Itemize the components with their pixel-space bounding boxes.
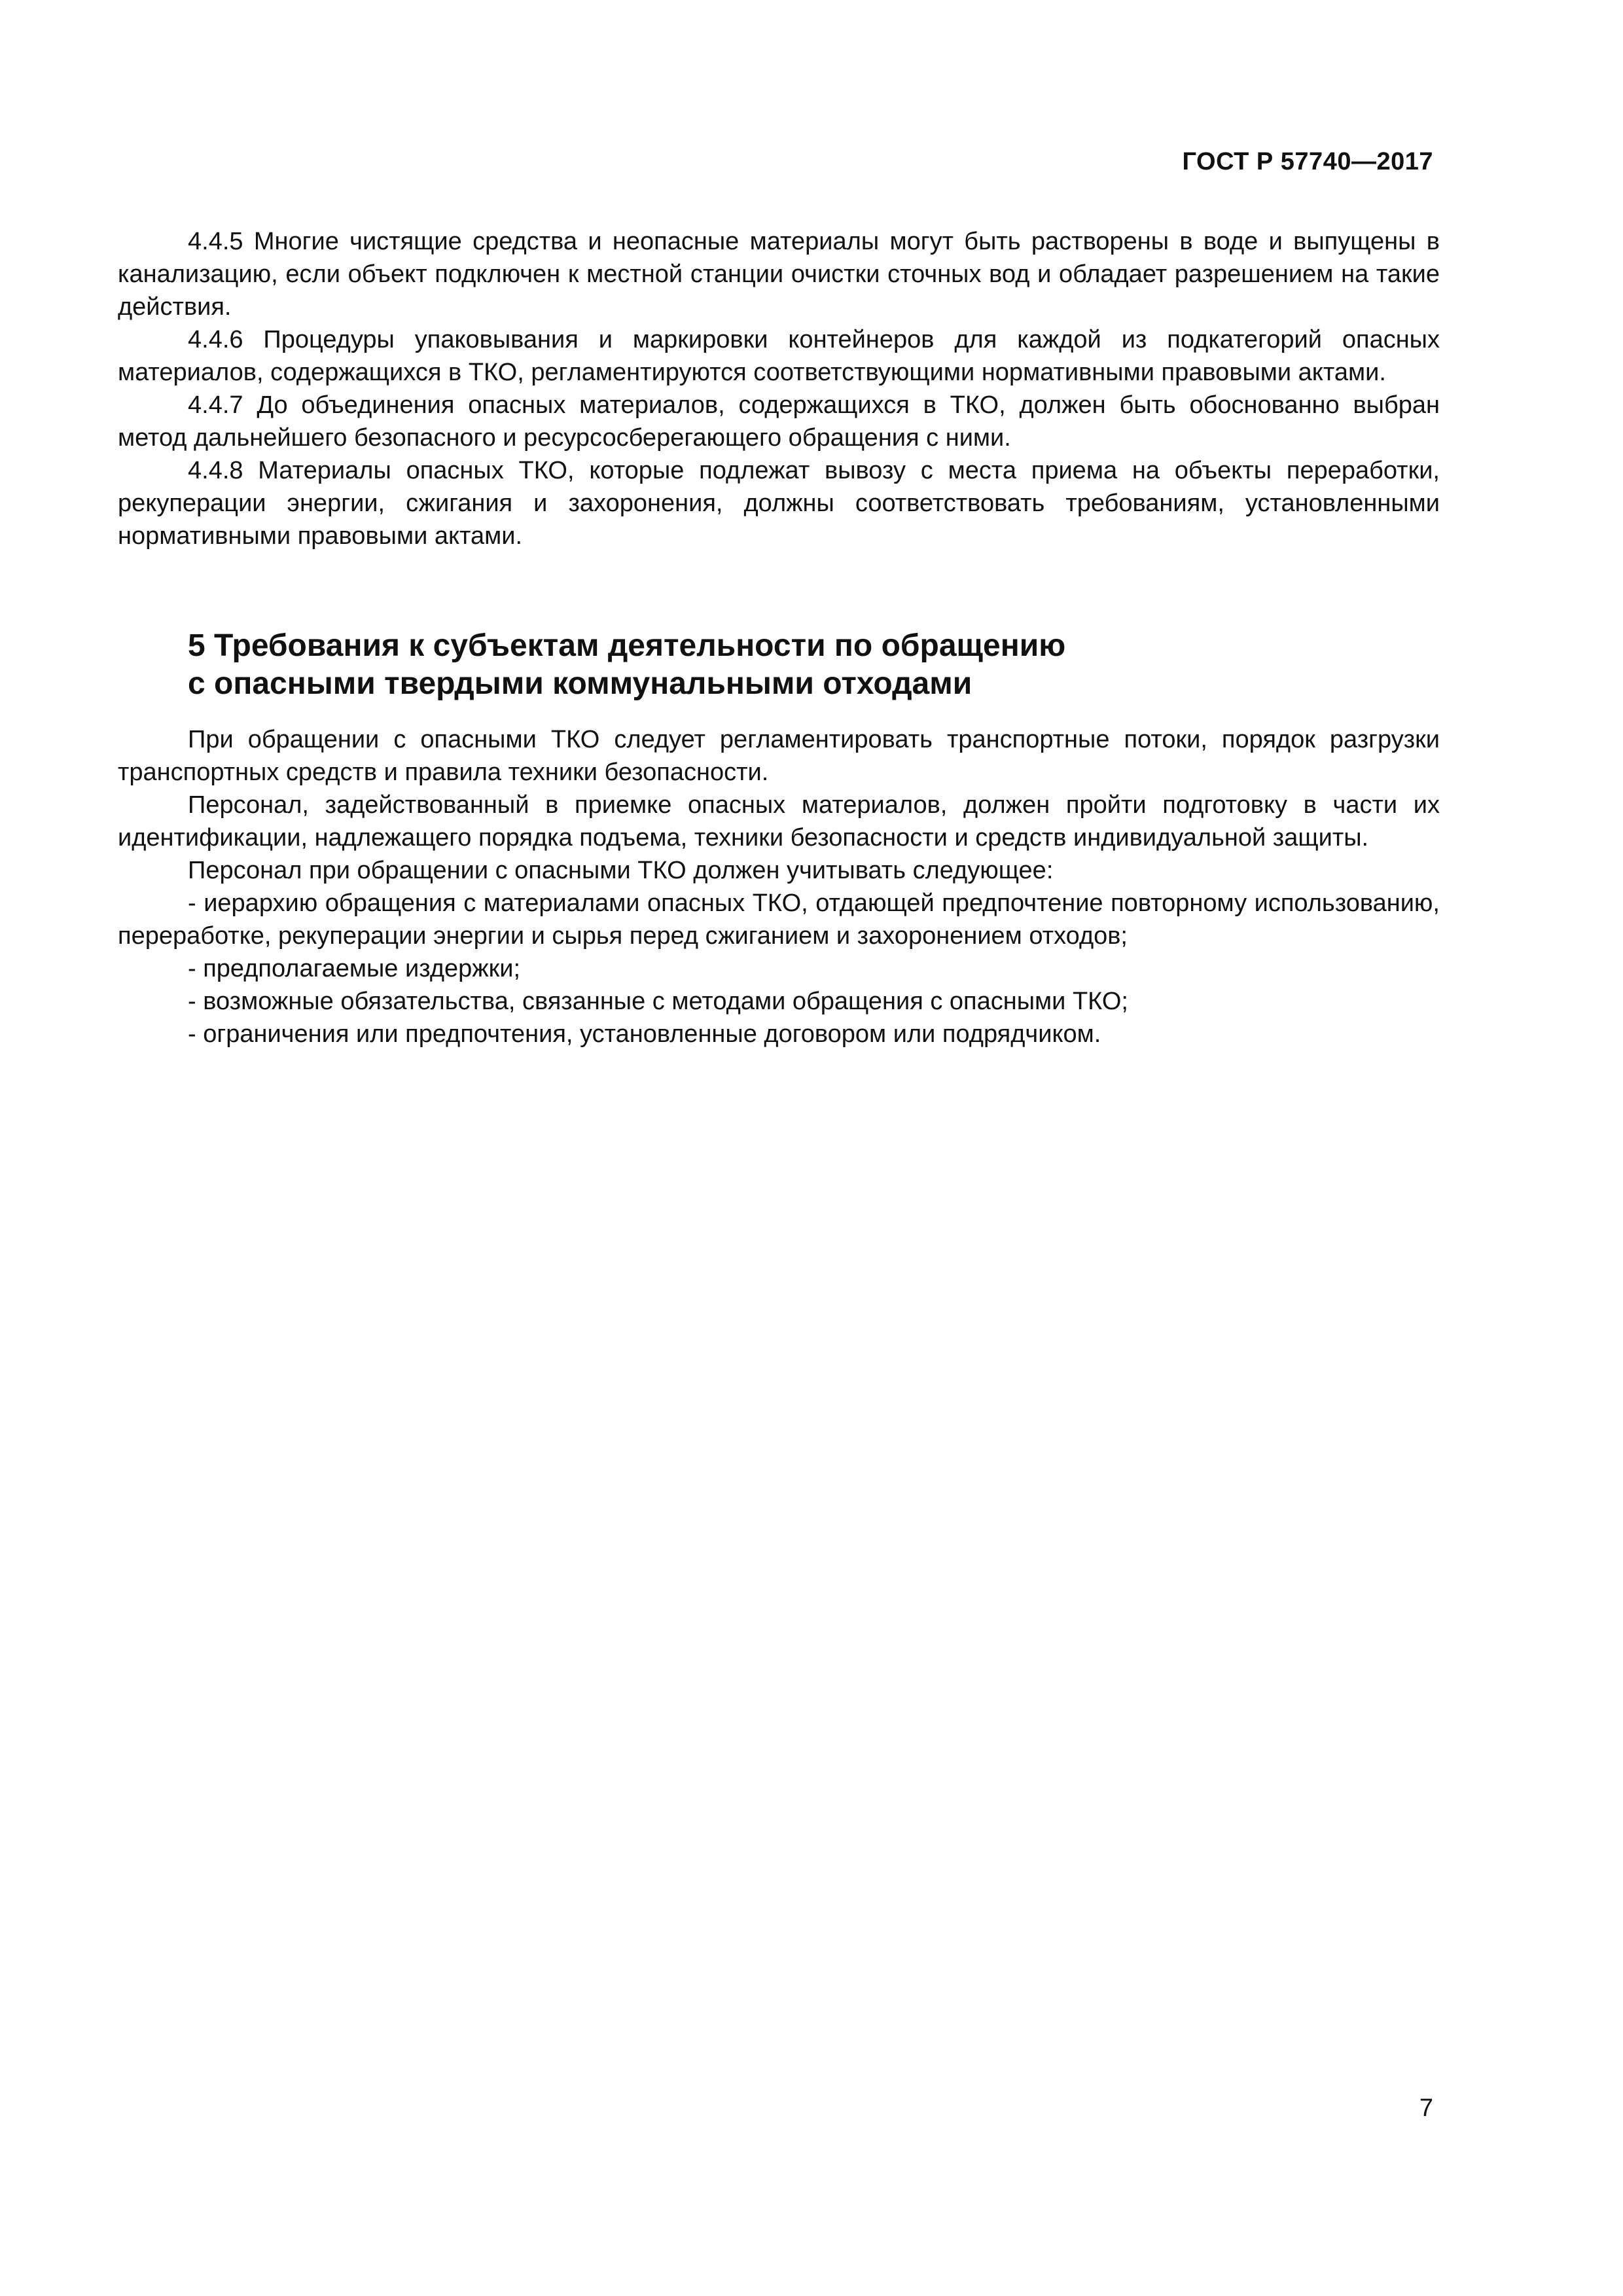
section-5-body <box>118 723 1440 1050</box>
page-number: 7 <box>1419 2094 1433 2122</box>
list-item: - возможные обязательства, связанные с методами обращения с опасными ТКО; <box>188 988 1128 1015</box>
section-5-heading-line-2: с опасными твердыми коммунальными отходами <box>188 666 972 701</box>
clause-4-4-6: 4.4.6 Процедуры упаковывания и маркировки контейнеров для каждой из подкатегорий опасных материалов, содержащихся в ТКО, регламентируются соответствующими нормативными правовыми актами. <box>118 326 1440 386</box>
clause-4-4-7: 4.4.7 До объединения опасных материалов, содержащихся в ТКО, должен быть обоснованно выбран метод дальнейшего безопасного и ресурсосберегающего обращения с ними. <box>118 391 1440 452</box>
clauses-block <box>118 225 1440 552</box>
section-5-paragraph: При обращении с опасными ТКО следует регламентировать транспортные потоки, порядок разгрузки транспортных средств и правила техники безопасности. <box>118 726 1440 786</box>
clause-4-4-8: 4.4.8 Материалы опасных ТКО, которые подлежат вывозу с места приема на объекты переработки, рекуперации энергии, сжигания и захоронения, должны соответствовать требованиям, установленными нормативными правовыми актами. <box>118 457 1440 550</box>
section-5-heading-line-1: 5 Требования к субъектам деятельности по обращению <box>188 628 1066 663</box>
section-5-heading <box>188 627 1431 703</box>
document-code: ГОСТ Р 57740—2017 <box>1182 148 1433 175</box>
section-5-paragraph: Персонал при обращении с опасными ТКО должен учитывать следующее: <box>188 857 1054 884</box>
list-item: - иерархию обращения с материалами опасных ТКО, отдающей предпочтение повторному использованию, переработке, рекуперации энергии и сырья перед сжиганием и захоронением отходов; <box>118 889 1440 950</box>
list-item: - ограничения или предпочтения, установленные договором или подрядчиком. <box>188 1020 1101 1048</box>
section-5-paragraph: Персонал, задействованный в приемке опасных материалов, должен пройти подготовку в части их идентификации, надлежащего порядка подъема, техники безопасности и средств индивидуальной защиты. <box>118 791 1440 852</box>
list-item: - предполагаемые издержки; <box>188 955 521 982</box>
clause-4-4-5: 4.4.5 Многие чистящие средства и неопасные материалы могут быть растворены в воде и выпущены в канализацию, если объект подключен к местной станции очистки сточных вод и обладает разрешением на такие действия. <box>118 228 1440 321</box>
